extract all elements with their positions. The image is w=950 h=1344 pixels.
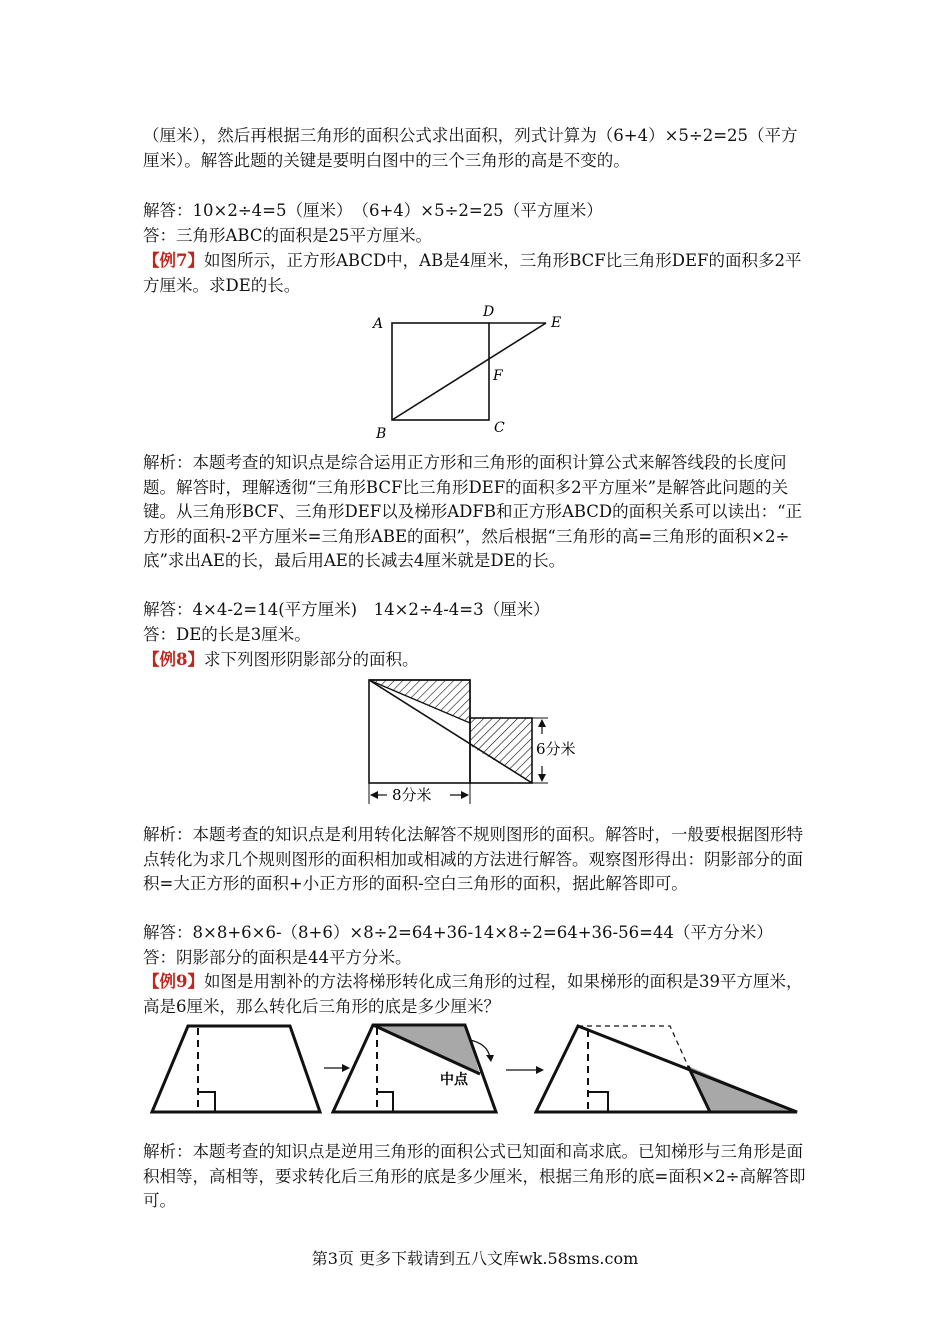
trapezoid-transformation-figure <box>140 1018 810 1118</box>
example7-question <box>143 249 813 298</box>
width-label: 8分米 <box>392 786 432 804</box>
example7-tag: 【例7】 <box>143 251 204 270</box>
example8-solution: 解答：8×8+6×6-（8+6）×8÷2=64+36-14×8÷2=64+36-56=44（平方分米） <box>143 923 773 942</box>
label-b: B <box>376 426 387 440</box>
shaded-region-upper <box>369 680 470 723</box>
label-f: F <box>493 368 503 384</box>
example6-answer: 答：三角形ABC的面积是25平方厘米。 <box>143 226 432 245</box>
label-e: E <box>551 315 562 331</box>
example9-analysis: 解析：本题考查的知识点是逆用三角形的面积公式已知面和高求底。已知梯形与三角形是面积相等，高相等，要求转化后三角形的底是多少厘米，根据三角形的底=面积×2÷高解答即可。 <box>143 1142 806 1210</box>
continued-paragraph: （厘米），然后再根据三角形的面积公式求出面积，列式计算为（6+4）×5÷2=25（平方厘米）。解答此题的关键是要明白图中的三个三角形的高是不变的。 <box>143 126 798 170</box>
example8-tag: 【例8】 <box>143 650 204 669</box>
example9-question <box>143 970 813 1019</box>
example7-solution: 解答：4×4-2=14(平方厘米) 14×2÷4-4=3（厘米） <box>143 600 550 619</box>
trapezoid <box>152 1026 320 1112</box>
segment-be <box>392 323 546 420</box>
right-angle-mark <box>198 1092 215 1112</box>
example8-question-text: 求下列图形阴影部分的面积。 <box>203 650 419 669</box>
example7-question-text: 如图所示，正方形ABCD中，AB是4厘米，三角形BCF比三角形DEF的面积多2平方厘米。求DE的长。 <box>143 251 802 295</box>
example8-answer: 答：阴影部分的面积是44平方分米。 <box>143 948 412 967</box>
example7-analysis: 解析：本题考查的知识点是综合运用正方形和三角形的面积计算公式来解答线段的长度问题。解答时，理解透彻“三角形BCF比三角形DEF的面积多2平方厘米”是解答此问题的关键。从三角形BCF、三角形DEF以及梯形ADFB和正方形ABCD的面积关系可以读出：“正方形的面积-2平方厘米=三角形ABE的面积”，然后根据“三角形的高=三角形的面积×2÷底”求出AE的长，最后用AE的长减去4厘米就是DE的长。 <box>143 453 803 570</box>
example9-tag: 【例9】 <box>143 972 204 991</box>
example9-question-text: 如图是用割补的方法将梯形转化成三角形的过程，如果梯形的面积是39平方厘米，高是6厘米，那么转化后三角形的底是多少厘米？ <box>143 972 803 1016</box>
label-d: D <box>483 304 495 320</box>
label-a: A <box>373 316 384 332</box>
example7-answer: 答：DE的长是3厘米。 <box>143 625 311 644</box>
label-c: C <box>494 420 505 436</box>
height-label: 6分米 <box>536 740 576 758</box>
page-footer: 第3页 更多下载请到五八文库wk.58sms.com <box>311 1249 639 1268</box>
shaded-squares-figure <box>360 672 600 812</box>
example8-question <box>143 648 813 673</box>
midpoint-label: 中点 <box>440 1072 468 1088</box>
example8-analysis: 解析：本题考查的知识点是利用转化法解答不规则图形的面积。解答时，一般要根据图形特点转化为求几个规则图形的面积相加或相减的方法进行解答。观察图形得出：阴影部分的面积=大正方形的面积+小正方形的面积-空白三角形的面积，据此解答即可。 <box>143 825 803 893</box>
example6-solution: 解答：10×2÷4=5（厘米） （6+4）×5÷2=25（平方厘米） <box>143 201 603 220</box>
square-abcd <box>392 323 489 420</box>
square-abcd-figure <box>368 300 588 440</box>
